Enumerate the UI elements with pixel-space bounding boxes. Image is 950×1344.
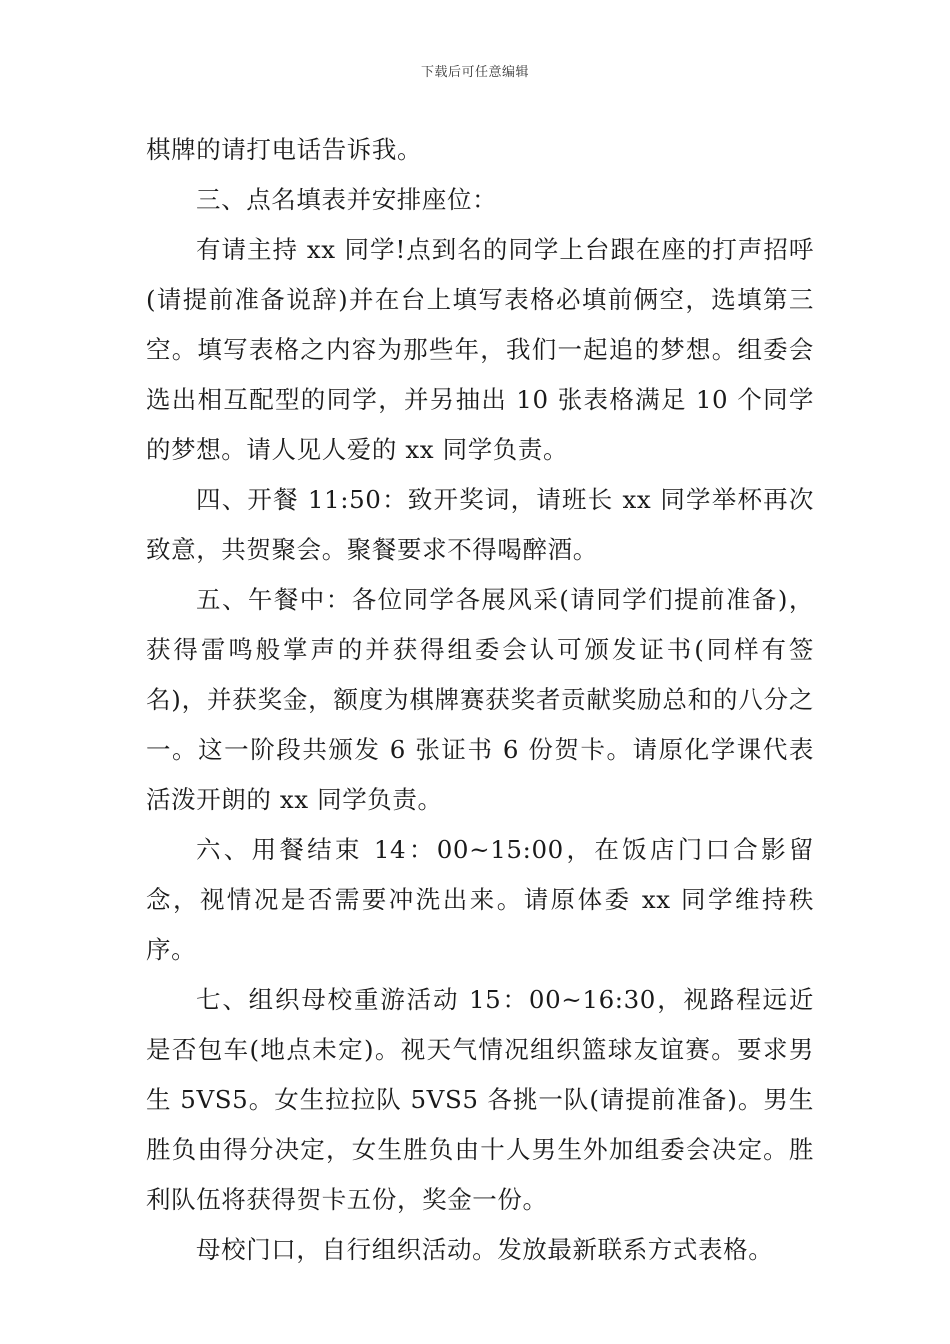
document-body [146,125,814,1275]
section-three-heading: 三、点名填表并安排座位： [196,185,498,214]
page-header: 下载后可任意编辑 [420,65,529,80]
paragraph-continuation: 棋牌的请打电话告诉我。 [146,135,423,164]
section-six-meal-end: 六、用餐结束 14：00~15:00，在饭店门口合影留念，视情况是否需要冲洗出来。请原体委 xx 同学维持秩序。 [146,835,814,964]
section-seven-school-visit: 七、组织母校重游活动 15：00~16:30，视路程远近是否包车(地点未定)。视天气情况组织篮球友谊赛。要求男生 5VS5。女生拉拉队 5VS5 各挑一队(请提前准备)。男生胜负由得分决定，女生胜负由十人男生外加组委会决定。胜利队伍将获得贺卡五份，奖金一份。 [146,985,814,1214]
paragraph-school-gate: 母校门口，自行组织活动。发放最新联系方式表格。 [196,1235,774,1264]
section-four-opening-meal: 四、开餐 11:50：致开奖词，请班长 xx 同学举杯再次致意，共贺聚会。聚餐要求不得喝醉酒。 [146,485,814,564]
paragraph-roll-call: 有请主持 xx 同学!点到名的同学上台跟在座的打声招呼(请提前准备说辞)并在台上填写表格必填前俩空，选填第三空。填写表格之内容为那些年，我们一起追的梦想。组委会选出相互配型的同学，并另抽出 10 张表格满足 10 个同学的梦想。请人见人爱的 xx 同学负责。 [146,235,814,464]
section-five-lunch: 五、午餐中：各位同学各展风采(请同学们提前准备)，获得雷鸣般掌声的并获得组委会认可颁发证书(同样有签名)，并获奖金，额度为棋牌赛获奖者贡献奖励总和的八分之一。这一阶段共颁发 6 张证书 6 份贺卡。请原化学课代表活泼开朗的 xx 同学负责。 [146,585,814,814]
